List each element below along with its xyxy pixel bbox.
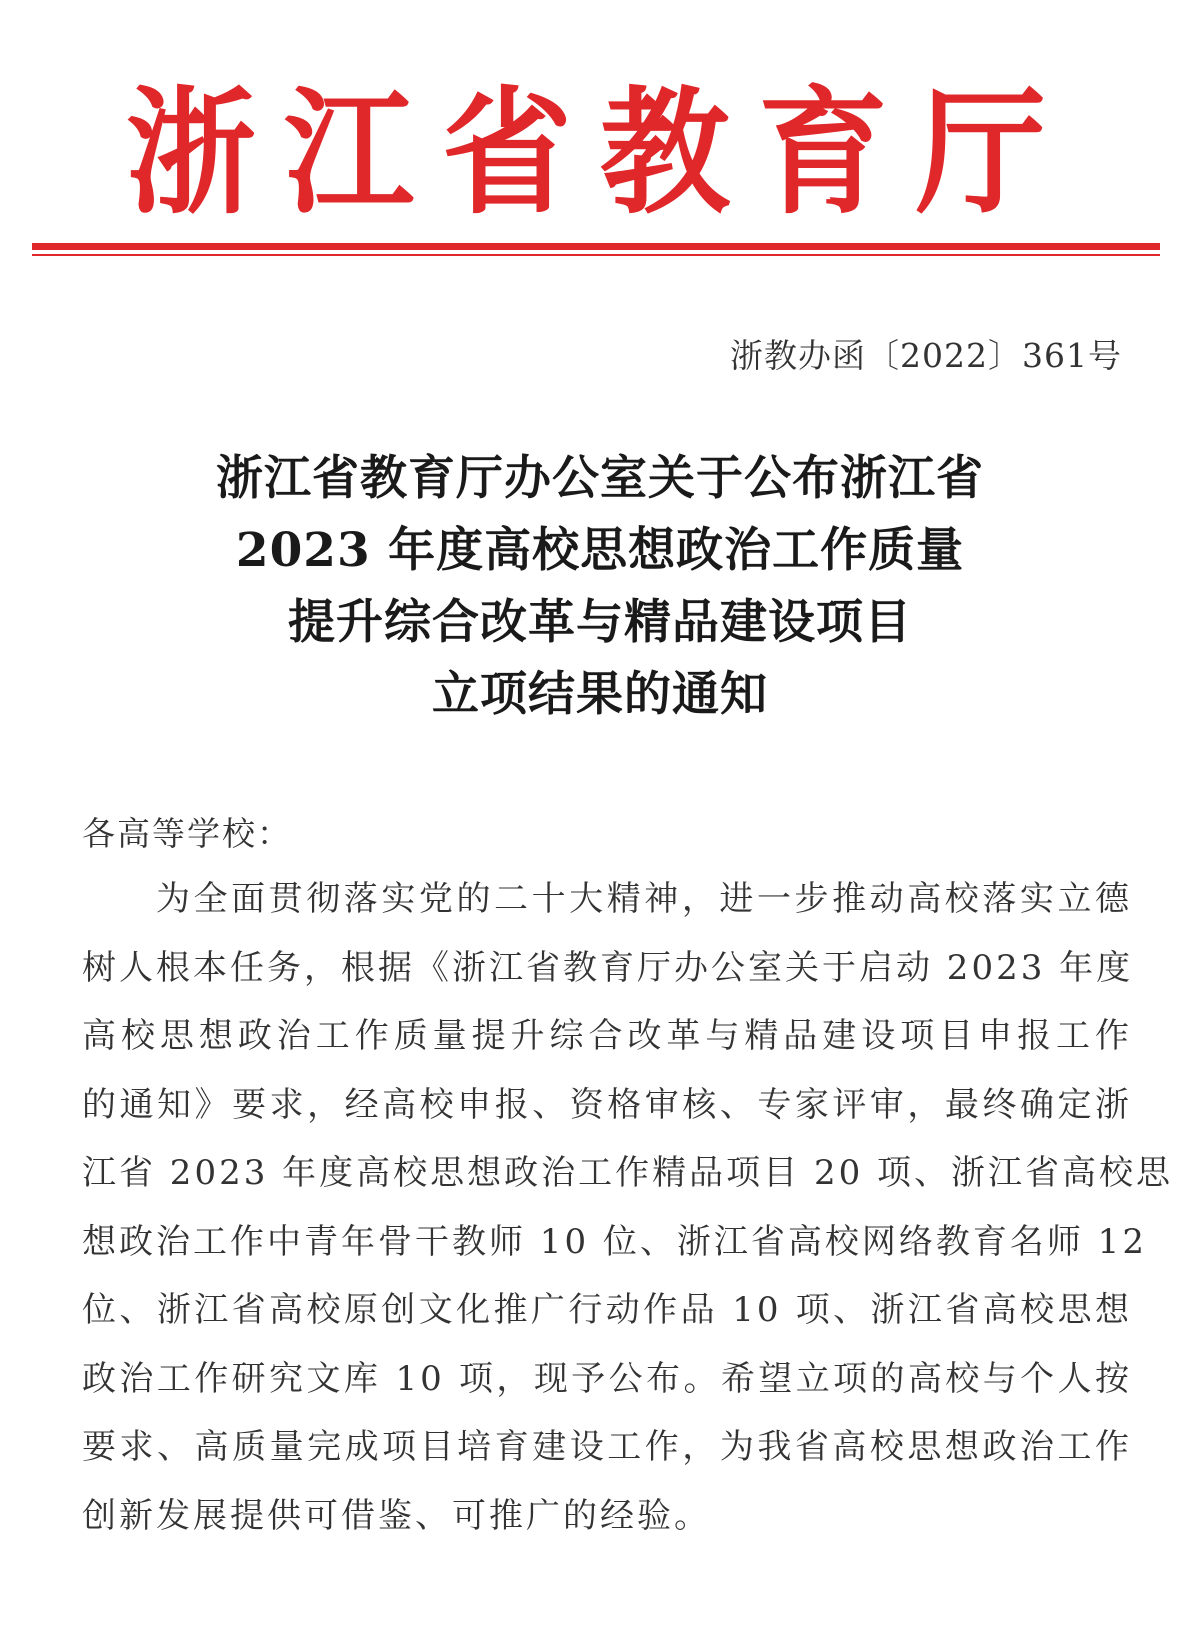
- title-line: 浙江省教育厅办公室关于公布浙江省: [216, 451, 984, 506]
- body-line: 想政治工作中青年骨干教师 10 位、浙江省高校网络教育名师 12: [82, 1221, 1147, 1262]
- masthead-title: 浙江省教育厅: [125, 73, 1074, 233]
- body-line: 高校思想政治工作质量提升综合改革与精品建设项目申报工作: [82, 1016, 1132, 1056]
- body-line: 政治工作研究文库 10 项，现予公布。希望立项的高校与个人按: [82, 1358, 1132, 1399]
- body-line: 江省 2023 年度高校思想政治工作精品项目 20 项、浙江省高校思: [82, 1153, 1174, 1193]
- masthead-red-rule-thin: [32, 254, 1160, 256]
- document-title: [0, 443, 1200, 731]
- body-line: 为全面贯彻落实党的二十大精神，进一步推动高校落实立德: [156, 879, 1132, 919]
- title-line: 2023 年度高校思想政治工作质量: [235, 523, 965, 578]
- document-number: 浙教办函〔2022〕361号: [730, 336, 1122, 375]
- masthead-red-rule-thick: [32, 243, 1160, 250]
- salutation: 各高等学校：: [82, 814, 292, 853]
- body-line: 要求、高质量完成项目培育建设工作，为我省高校思想政治工作: [82, 1427, 1132, 1467]
- body-line: 的通知》要求，经高校申报、资格审核、专家评审，最终确定浙: [82, 1084, 1132, 1125]
- title-line: 立项结果的通知: [432, 667, 768, 722]
- body-line: 树人根本任务，根据《浙江省教育厅办公室关于启动 2023 年度: [82, 947, 1134, 988]
- body-line: 位、浙江省高校原创文化推广行动作品 10 项、浙江省高校思想: [82, 1290, 1132, 1330]
- body-paragraph: [82, 865, 1174, 1550]
- body-line: 创新发展提供可借鉴、可推广的经验。: [82, 1495, 711, 1536]
- title-line: 提升综合改革与精品建设项目: [288, 595, 912, 650]
